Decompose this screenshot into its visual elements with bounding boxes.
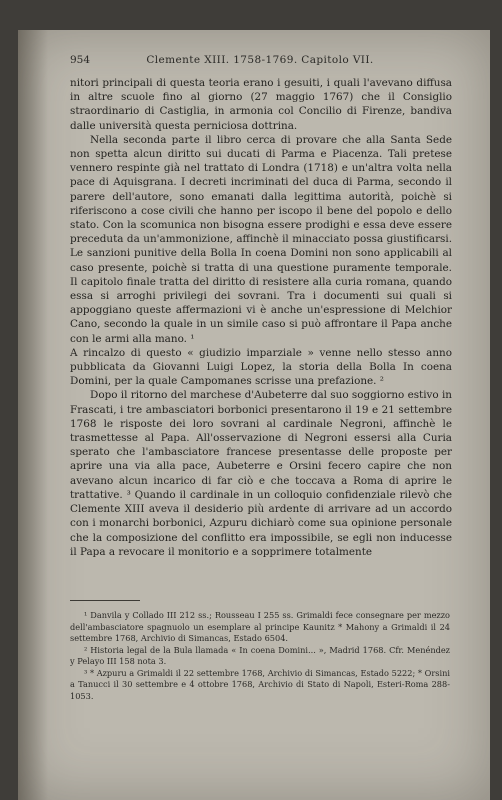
body-text — [70, 76, 452, 559]
page-number: 954 — [70, 54, 91, 66]
footnote-divider — [70, 600, 140, 601]
paragraph-1: nitori principali di questa teoria erano i gesuiti, i quali l'avevano diffusa in altre scuole fino al giorno (27 maggio 1767) che il Consiglio straordinario di Castiglia, in armonia col Concilio di Firenze, bandiva dalle università questa perniciosa dottrina. — [70, 77, 452, 132]
paragraph-3: A rincalzo di questo « giudizio imparziale » venne nello stesso anno pubblicata da Giovanni Luigi Lopez, la storia della Bolla In coena Domini, per la quale Campomanes scrisse una prefazione. ² — [70, 346, 452, 388]
footnote-2: ² Historia legal de la Bula llamada « In coena Domini... », Madrid 1768. Cfr. Menéndez y Pelayo III 158 nota 3. — [70, 644, 450, 666]
running-head: Clemente XIII. 1758-1769. Capitolo VII. — [146, 54, 374, 66]
page-header — [70, 54, 450, 72]
book-page — [18, 30, 490, 800]
paragraph-4: Dopo il ritorno del marchese d'Aubeterre dal suo soggiorno estivo in Frascati, i tre ambasciatori borbonici presentarono il 19 e 21 settembre 1768 le risposte dei loro sovrani al cardinale Negroni, affinchè le trasmettesse al Papa. All'osservazione di Negroni essersi alla Curia sperato che l'ambasciatore francese presentasse delle proposte per aprire una via alla pace, Aubeterre e Orsini fecero capire che non avevano alcun incarico di far ciò e che toccava a Roma di aprire le trattative. ³ Quando il cardinale in un colloquio confidenziale rilevò che Clemente XIII aveva il desiderio più ardente di arrivare ad un accordo con i monarchi borbonici, Azpuru dichiarò come sua opinione personale che la composizione del conflitto era impossibile, se egli non inducesse il Papa a revocare il monitorio e a sopprimere totalmente — [70, 389, 452, 558]
paragraph-2: Nella seconda parte il libro cerca di provare che alla Santa Sede non spetta alcun diritto sui ducati di Parma e Piacenza. Tali pretese vennero respinte già nel trattato di Londra (1718) e un'altra volta nella pace di Aquisgrana. I decreti incriminati del duca di Parma, secondo il parere dell'autore, sono emanati dalla legittima autorità, poichè si riferiscono a cose civili che hanno per iscopo il bene del popolo e dello stato. Con la scomunica non bisogna essere prodighi e essa deve essere preceduta da un'ammonizione, affinchè il minacciato possa giustificarsi. Le sanzioni punitive della Bolla In coena Domini non sono applicabili al caso presente, poichè si tratta di una questione puramente temporale. Il capitolo finale tratta del diritto di resistere alla curia romana, quando essa si arroghi privilegi dei sovrani. Tra i documenti sui quali si appoggiano queste affermazioni vi è anche un'espressione di Melchior Cano, secondo la quale in un simile caso si può affrontare il Papa anche con le armi alla mano. ¹ — [70, 133, 452, 345]
footnote-1: ¹ Danvila y Collado III 212 ss.; Rousseau I 255 ss. Grimaldi fece consegnare per mezzo dell'ambasciatore spagnuolo un esemplare al principe Kaunitz * Mahony a Grimaldi il 24 settembre 1768, Archivio di Simancas, Estado 6504. — [70, 610, 450, 643]
footnotes — [70, 610, 450, 702]
footnote-3: ³ * Azpuru a Grimaldi il 22 settembre 1768, Archivio di Simancas, Estado 5222; * Orsini a Tanucci il 30 settembre e 4 ottobre 1768, Archivio di Stato di Napoli, Esteri-Roma 288-1053. — [70, 667, 450, 701]
